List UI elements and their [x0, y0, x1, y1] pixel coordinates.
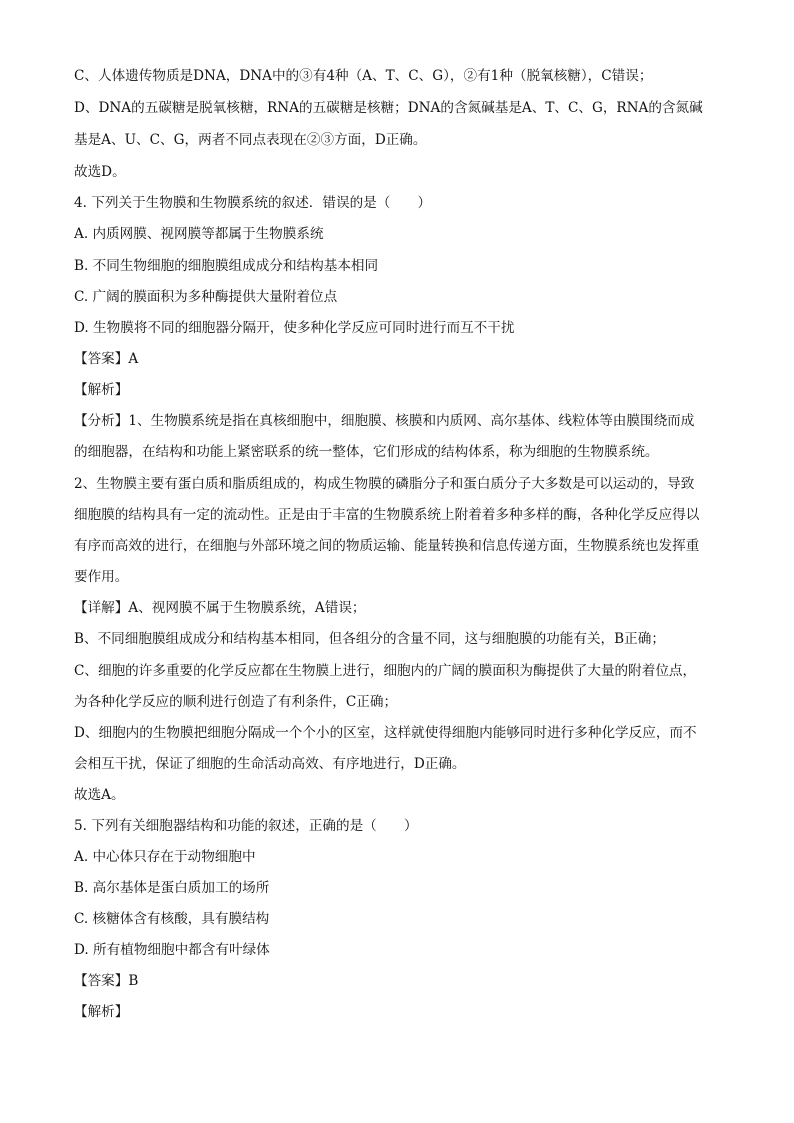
detail-text: 【详解】A、视网膜不属于生物膜系统，A错误； — [74, 600, 366, 616]
option-b: B. 高尔基体是蛋白质加工的场所 — [74, 880, 270, 896]
answer-label: 【答案】A — [74, 351, 139, 367]
detail-text: 故选A。 — [74, 787, 125, 803]
analysis-text: 细胞膜的结构具有一定的流动性。正是由于丰富的生物膜系统上附着着多种多样的酶，各种化学反应得以 — [74, 507, 700, 523]
detail-text: 会相互干扰，保证了细胞的生命活动高效、有序地进行，D正确。 — [74, 756, 466, 772]
answer-label: 【答案】B — [74, 973, 139, 989]
analysis-label: 【解析】 — [74, 382, 129, 398]
detail-text: 为各种化学反应的顺利进行创造了有利条件，C正确； — [74, 694, 398, 710]
option-a: A. 中心体只存在于动物细胞中 — [74, 849, 256, 865]
detail-text: D、细胞内的生物膜把细胞分隔成一个个小的区室，这样就使得细胞内能够同时进行多种化学反应，而不 — [74, 725, 697, 741]
analysis-label: 【解析】 — [74, 1004, 129, 1020]
detail-text: C、细胞的许多重要的化学反应都在生物膜上进行，细胞内的广阔的膜面积为酶提供了大量的附着位点， — [74, 663, 697, 679]
analysis-text: 有序而高效的进行，在细胞与外部环境之间的物质运输、能量转换和信息传递方面，生物膜系统也发挥重 — [74, 538, 700, 554]
text-line: 基是A、U、C、G，两者不同点表现在②③方面，D正确。 — [74, 132, 427, 148]
question-5: 5. 下列有关细胞器结构和功能的叙述，正确的是（ ） — [74, 818, 418, 834]
analysis-text: 【分析】1、生物膜系统是指在真核细胞中，细胞膜、核膜和内质网、高尔基体、线粒体等由膜围绕而成 — [74, 413, 695, 429]
option-d: D. 生物膜将不同的细胞器分隔开，使多种化学反应可同时进行而互不干扰 — [74, 320, 515, 336]
question-4: 4. 下列关于生物膜和生物膜系统的叙述．错误的是（ ） — [74, 195, 432, 211]
text-line: C、人体遗传物质是DNA，DNA中的③有4种（A、T、C、G），②有1种（脱氧核糖），C错误； — [74, 68, 653, 84]
option-d: D. 所有植物细胞中都含有叶绿体 — [74, 942, 270, 958]
option-b: B. 不同生物细胞的细胞膜组成成分和结构基本相同 — [74, 258, 379, 274]
text-line: 故选D。 — [74, 164, 126, 180]
analysis-text: 的细胞器，在结构和功能上紧密联系的统一整体，它们形成的结构体系，称为细胞的生物膜系统。 — [74, 444, 659, 460]
analysis-text: 2、生物膜主要有蛋白质和脂质组成的，构成生物膜的磷脂分子和蛋白质分子大多数是可以运动的，导致 — [74, 476, 695, 492]
detail-text: B、不同细胞膜组成成分和结构基本相同，但各组分的含量不同，这与细胞膜的功能有关，B正确； — [74, 631, 665, 647]
option-a: A. 内质网膜、视网膜等都属于生物膜系统 — [74, 226, 324, 242]
analysis-text: 要作用。 — [74, 569, 129, 585]
option-c: C. 广阔的膜面积为多种酶提供大量附着位点 — [74, 289, 338, 305]
option-c: C. 核糖体含有核酸，具有膜结构 — [74, 911, 270, 927]
text-line: D、DNA的五碳糖是脱氧核糖，RNA的五碳糖是核糖；DNA的含氮碱基是A、T、C、G，RNA的含氮碱 — [74, 100, 703, 116]
